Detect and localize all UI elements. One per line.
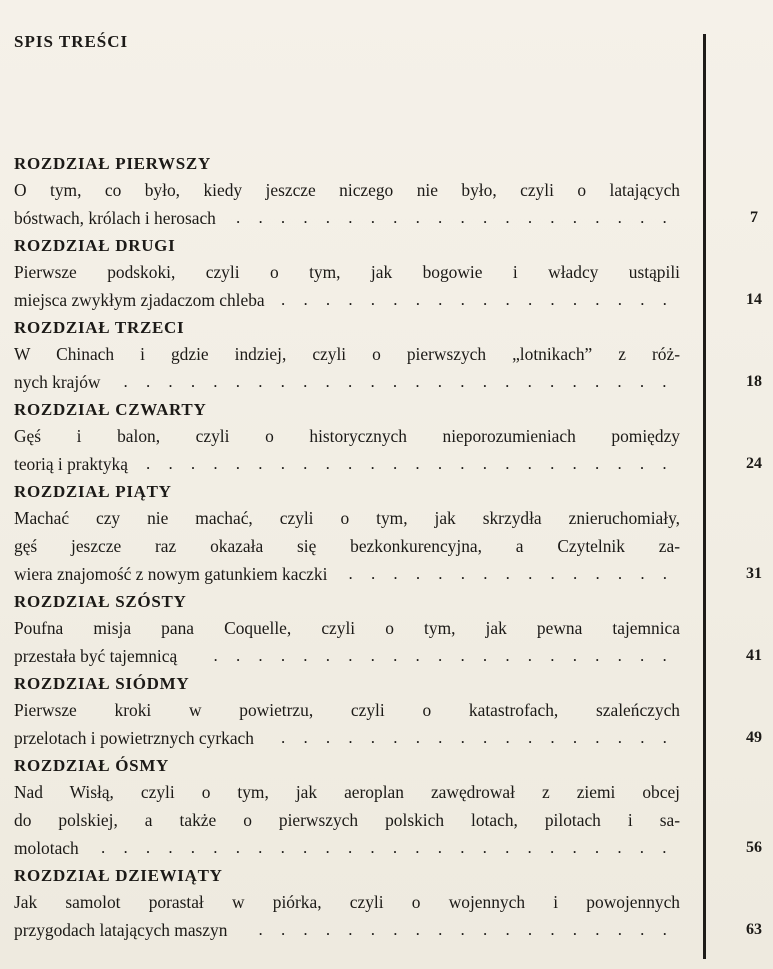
leader-dots: ......................... bbox=[123, 372, 685, 391]
chapter-last-line bbox=[14, 834, 773, 862]
leader-dots: ............... bbox=[348, 564, 686, 583]
toc-entry bbox=[14, 151, 773, 232]
page-number: 31 bbox=[746, 565, 762, 582]
toc-entry bbox=[14, 233, 773, 314]
leader-dots: .................. bbox=[281, 728, 686, 747]
chapter-description-line: molotach bbox=[14, 838, 79, 858]
chapter-last-line bbox=[14, 724, 773, 752]
chapter-last-line bbox=[14, 450, 773, 478]
chapter-description-line: przelotach i powietrznych cyrkach bbox=[14, 728, 254, 748]
toc-entry bbox=[14, 589, 773, 670]
chapter-description-line: teorią i praktyką bbox=[14, 454, 128, 474]
chapter-title: ROZDZIAŁ ÓSMY bbox=[14, 756, 170, 775]
chapter-title: ROZDZIAŁ DZIEWIĄTY bbox=[14, 866, 223, 885]
page-title: SPIS TREŚCI bbox=[14, 32, 129, 51]
chapter-title: ROZDZIAŁ PIERWSZY bbox=[14, 154, 211, 173]
toc-entry bbox=[14, 671, 773, 752]
chapter-description-line: O tym, co było, kiedy jeszcze niczego nie było, czyli o latających bbox=[14, 180, 680, 200]
leader-dots: .......................... bbox=[101, 838, 685, 857]
chapter-description-line: Pierwsze podskoki, czyli o tym, jak bogowie i władcy ustąpili bbox=[14, 262, 680, 282]
leader-dots: ................... bbox=[258, 920, 686, 939]
chapter-last-line bbox=[14, 916, 773, 944]
chapter-last-line bbox=[14, 560, 773, 588]
table-of-contents bbox=[14, 151, 773, 945]
chapter-description-line: W Chinach i gdzie indziej, czyli o pierwszych „lotnikach” z róż- bbox=[14, 344, 680, 364]
chapter-description-line: Gęś i balon, czyli o historycznych nieporozumieniach pomiędzy bbox=[14, 426, 680, 446]
page-number: 63 bbox=[746, 921, 762, 938]
chapter-description-line: wiera znajomość z nowym gatunkiem kaczki bbox=[14, 564, 328, 584]
toc-entry bbox=[14, 753, 773, 862]
chapter-last-line bbox=[14, 642, 773, 670]
chapter-title: ROZDZIAŁ PIĄTY bbox=[14, 482, 172, 501]
toc-entry bbox=[14, 863, 773, 944]
page-number: 14 bbox=[746, 291, 762, 308]
chapter-description-line: Nad Wisłą, czyli o tym, jak aeroplan zawędrował z ziemi obcej bbox=[14, 782, 680, 802]
page-number: 24 bbox=[746, 455, 762, 472]
chapter-description-line: Pierwsze kroki w powietrzu, czyli o katastrofach, szaleńczych bbox=[14, 700, 680, 720]
chapter-description-line: nych krajów bbox=[14, 372, 101, 392]
page-number: 7 bbox=[750, 209, 758, 226]
chapter-title: ROZDZIAŁ DRUGI bbox=[14, 236, 176, 255]
chapter-description-line: bóstwach, królach i herosach bbox=[14, 208, 216, 228]
chapter-description-line: gęś jeszcze raz okazała się bezkonkurencyjna, a Czytelnik za- bbox=[14, 536, 680, 556]
chapter-title: ROZDZIAŁ TRZECI bbox=[14, 318, 185, 337]
chapter-description-line: Jak samolot porastał w piórka, czyli o wojennych i powojennych bbox=[14, 892, 680, 912]
leader-dots: ........................ bbox=[146, 454, 685, 473]
toc-entry bbox=[14, 315, 773, 396]
chapter-title: ROZDZIAŁ CZWARTY bbox=[14, 400, 207, 419]
chapter-description-line: przygodach latających maszyn bbox=[14, 920, 228, 940]
toc-entry bbox=[14, 397, 773, 478]
leader-dots: ..................... bbox=[213, 646, 685, 665]
chapter-title: ROZDZIAŁ SIÓDMY bbox=[14, 674, 190, 693]
chapter-description-line: miejsca zwykłym zjadaczom chleba bbox=[14, 290, 265, 310]
page-number: 41 bbox=[746, 647, 762, 664]
chapter-description-line: do polskiej, a także o pierwszych polskich lotach, pilotach i sa- bbox=[14, 810, 680, 830]
chapter-last-line bbox=[14, 368, 773, 396]
chapter-description-line: Machać czy nie machać, czyli o tym, jak skrzydła znieruchomiały, bbox=[14, 508, 680, 528]
chapter-last-line bbox=[14, 286, 773, 314]
chapter-description-line: przestała być tajemnicą bbox=[14, 646, 178, 666]
chapter-description-line: Poufna misja pana Coquelle, czyli o tym, jak pewna tajemnica bbox=[14, 618, 680, 638]
leader-dots: .................... bbox=[236, 208, 685, 227]
page-number: 18 bbox=[746, 373, 762, 390]
chapter-last-line bbox=[14, 204, 773, 232]
toc-entry bbox=[14, 479, 773, 588]
chapter-title: ROZDZIAŁ SZÓSTY bbox=[14, 592, 187, 611]
page-number: 56 bbox=[746, 839, 762, 856]
leader-dots: .................. bbox=[281, 290, 686, 309]
page-number: 49 bbox=[746, 729, 762, 746]
